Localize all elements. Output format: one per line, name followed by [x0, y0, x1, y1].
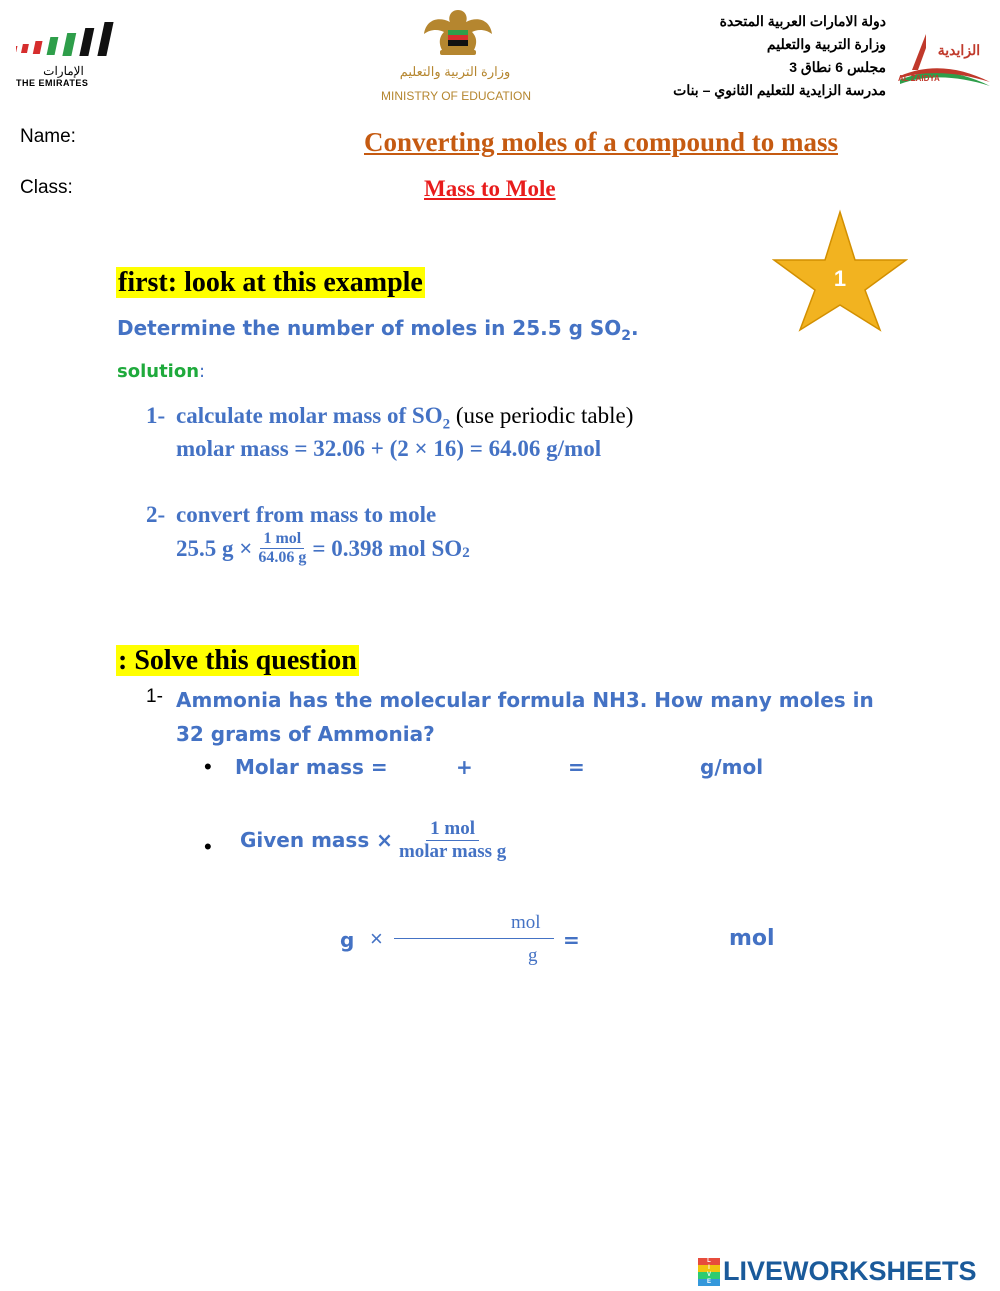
step2-lhs: 25.5 g ×	[176, 535, 253, 561]
example-question	[117, 316, 639, 344]
molar-plus: +	[456, 755, 473, 779]
header-line-ministry: وزارة التربية والتعليم	[766, 36, 886, 52]
molar-unit: g/mol	[700, 755, 764, 779]
school-logo-arabic: الزايدية	[937, 42, 981, 58]
calc-numerator: mol	[511, 912, 541, 933]
calc-equals: =	[563, 928, 580, 952]
header-line-school: مدرسة الزايدية للتعليم الثانوي – بنات	[673, 82, 886, 98]
step2-fraction	[255, 530, 309, 568]
calc-result-unit: mol	[729, 926, 775, 951]
example-question-sub: 2	[621, 328, 632, 344]
given-fraction	[396, 818, 509, 863]
school-logo	[898, 30, 992, 92]
solution-label-colon: :	[199, 361, 206, 382]
step2-number: 2-	[146, 502, 166, 527]
solution-label	[117, 361, 205, 382]
example-question-suffix: .	[631, 316, 639, 340]
step2-rhs: = 0.398 mol SO	[312, 535, 463, 561]
step1-note: (use periodic table)	[450, 403, 634, 428]
page-subtitle: Mass to Mole	[424, 176, 556, 201]
ministry-emblem	[420, 6, 496, 58]
ministry-arabic: وزارة التربية والتعليم	[399, 64, 511, 79]
calc-fraction-line	[394, 938, 554, 939]
q1-line1: Ammonia has the molecular formula NH3. How many moles in	[176, 688, 874, 712]
school-logo-text: AL ZAIDYA	[898, 74, 940, 83]
step1-number: 1-	[146, 403, 166, 428]
calc-g: g	[340, 928, 355, 952]
star-badge	[772, 208, 908, 334]
given-equation	[240, 818, 512, 863]
calc-times: ×	[370, 926, 383, 951]
q1-number: 1-	[146, 686, 163, 707]
name-label: Name:	[20, 126, 76, 147]
liveworksheets-brand: LIVEWORKSHEETS	[723, 1256, 977, 1286]
solution-label-text: solution	[117, 361, 200, 382]
falcon-emblem-icon	[420, 6, 496, 58]
page-title: Converting moles of a compound to mass	[364, 127, 839, 157]
step2-text: convert from mass to mole	[176, 502, 437, 527]
step2-equation	[176, 530, 470, 568]
emirates-logo	[16, 20, 116, 90]
question-heading	[116, 645, 359, 677]
step1-sub: 2	[442, 416, 451, 433]
step1-line	[176, 403, 633, 434]
step2-rhs-sub: 2	[462, 544, 470, 561]
header-line-country: دولة الامارات العربية المتحدة	[719, 13, 886, 29]
step1-text: calculate molar mass of SO	[176, 403, 443, 428]
live-letter-v: V	[698, 1272, 720, 1279]
given-bullet: •	[204, 834, 212, 859]
question-heading-text: : Solve this question	[118, 645, 357, 676]
live-letter-e: E	[698, 1279, 720, 1286]
example-heading-text: first: look at this example	[118, 267, 423, 298]
emirates-logo-arabic: الإمارات	[43, 64, 84, 78]
calc-denominator: g	[528, 945, 538, 966]
molar-label: Molar mass =	[235, 755, 388, 779]
live-icon	[698, 1258, 720, 1286]
step2-denominator: 64.06 g	[258, 549, 307, 567]
given-label: Given mass ×	[240, 828, 393, 853]
liveworksheets-logo	[698, 1256, 977, 1287]
molar-equals: =	[568, 755, 585, 779]
live-letter-l: L	[698, 1258, 720, 1265]
school-header-text	[580, 10, 886, 102]
star-number: 1	[833, 266, 847, 291]
ministry-english: MINISTRY OF EDUCATION	[380, 89, 531, 103]
step1-formula: molar mass = 32.06 + (2 × 16) = 64.06 g/mol	[176, 436, 602, 461]
q1-line2: 32 grams of Ammonia?	[176, 722, 435, 746]
example-heading	[116, 267, 425, 299]
q1-text	[176, 683, 874, 751]
header-line-council: مجلس 6 نطاق 3	[789, 59, 886, 75]
given-denominator: molar mass g	[398, 840, 507, 862]
emirates-logo-text: THE EMIRATES	[16, 78, 89, 88]
emirates-logo-mark	[16, 20, 116, 68]
live-letter-i: I	[698, 1265, 720, 1272]
molar-bullet: •	[204, 754, 212, 779]
class-label: Class:	[20, 177, 73, 198]
step2-numerator: 1 mol	[260, 530, 304, 549]
example-question-text: Determine the number of moles in 25.5 g SO	[117, 316, 622, 340]
given-numerator: 1 mol	[426, 818, 479, 841]
